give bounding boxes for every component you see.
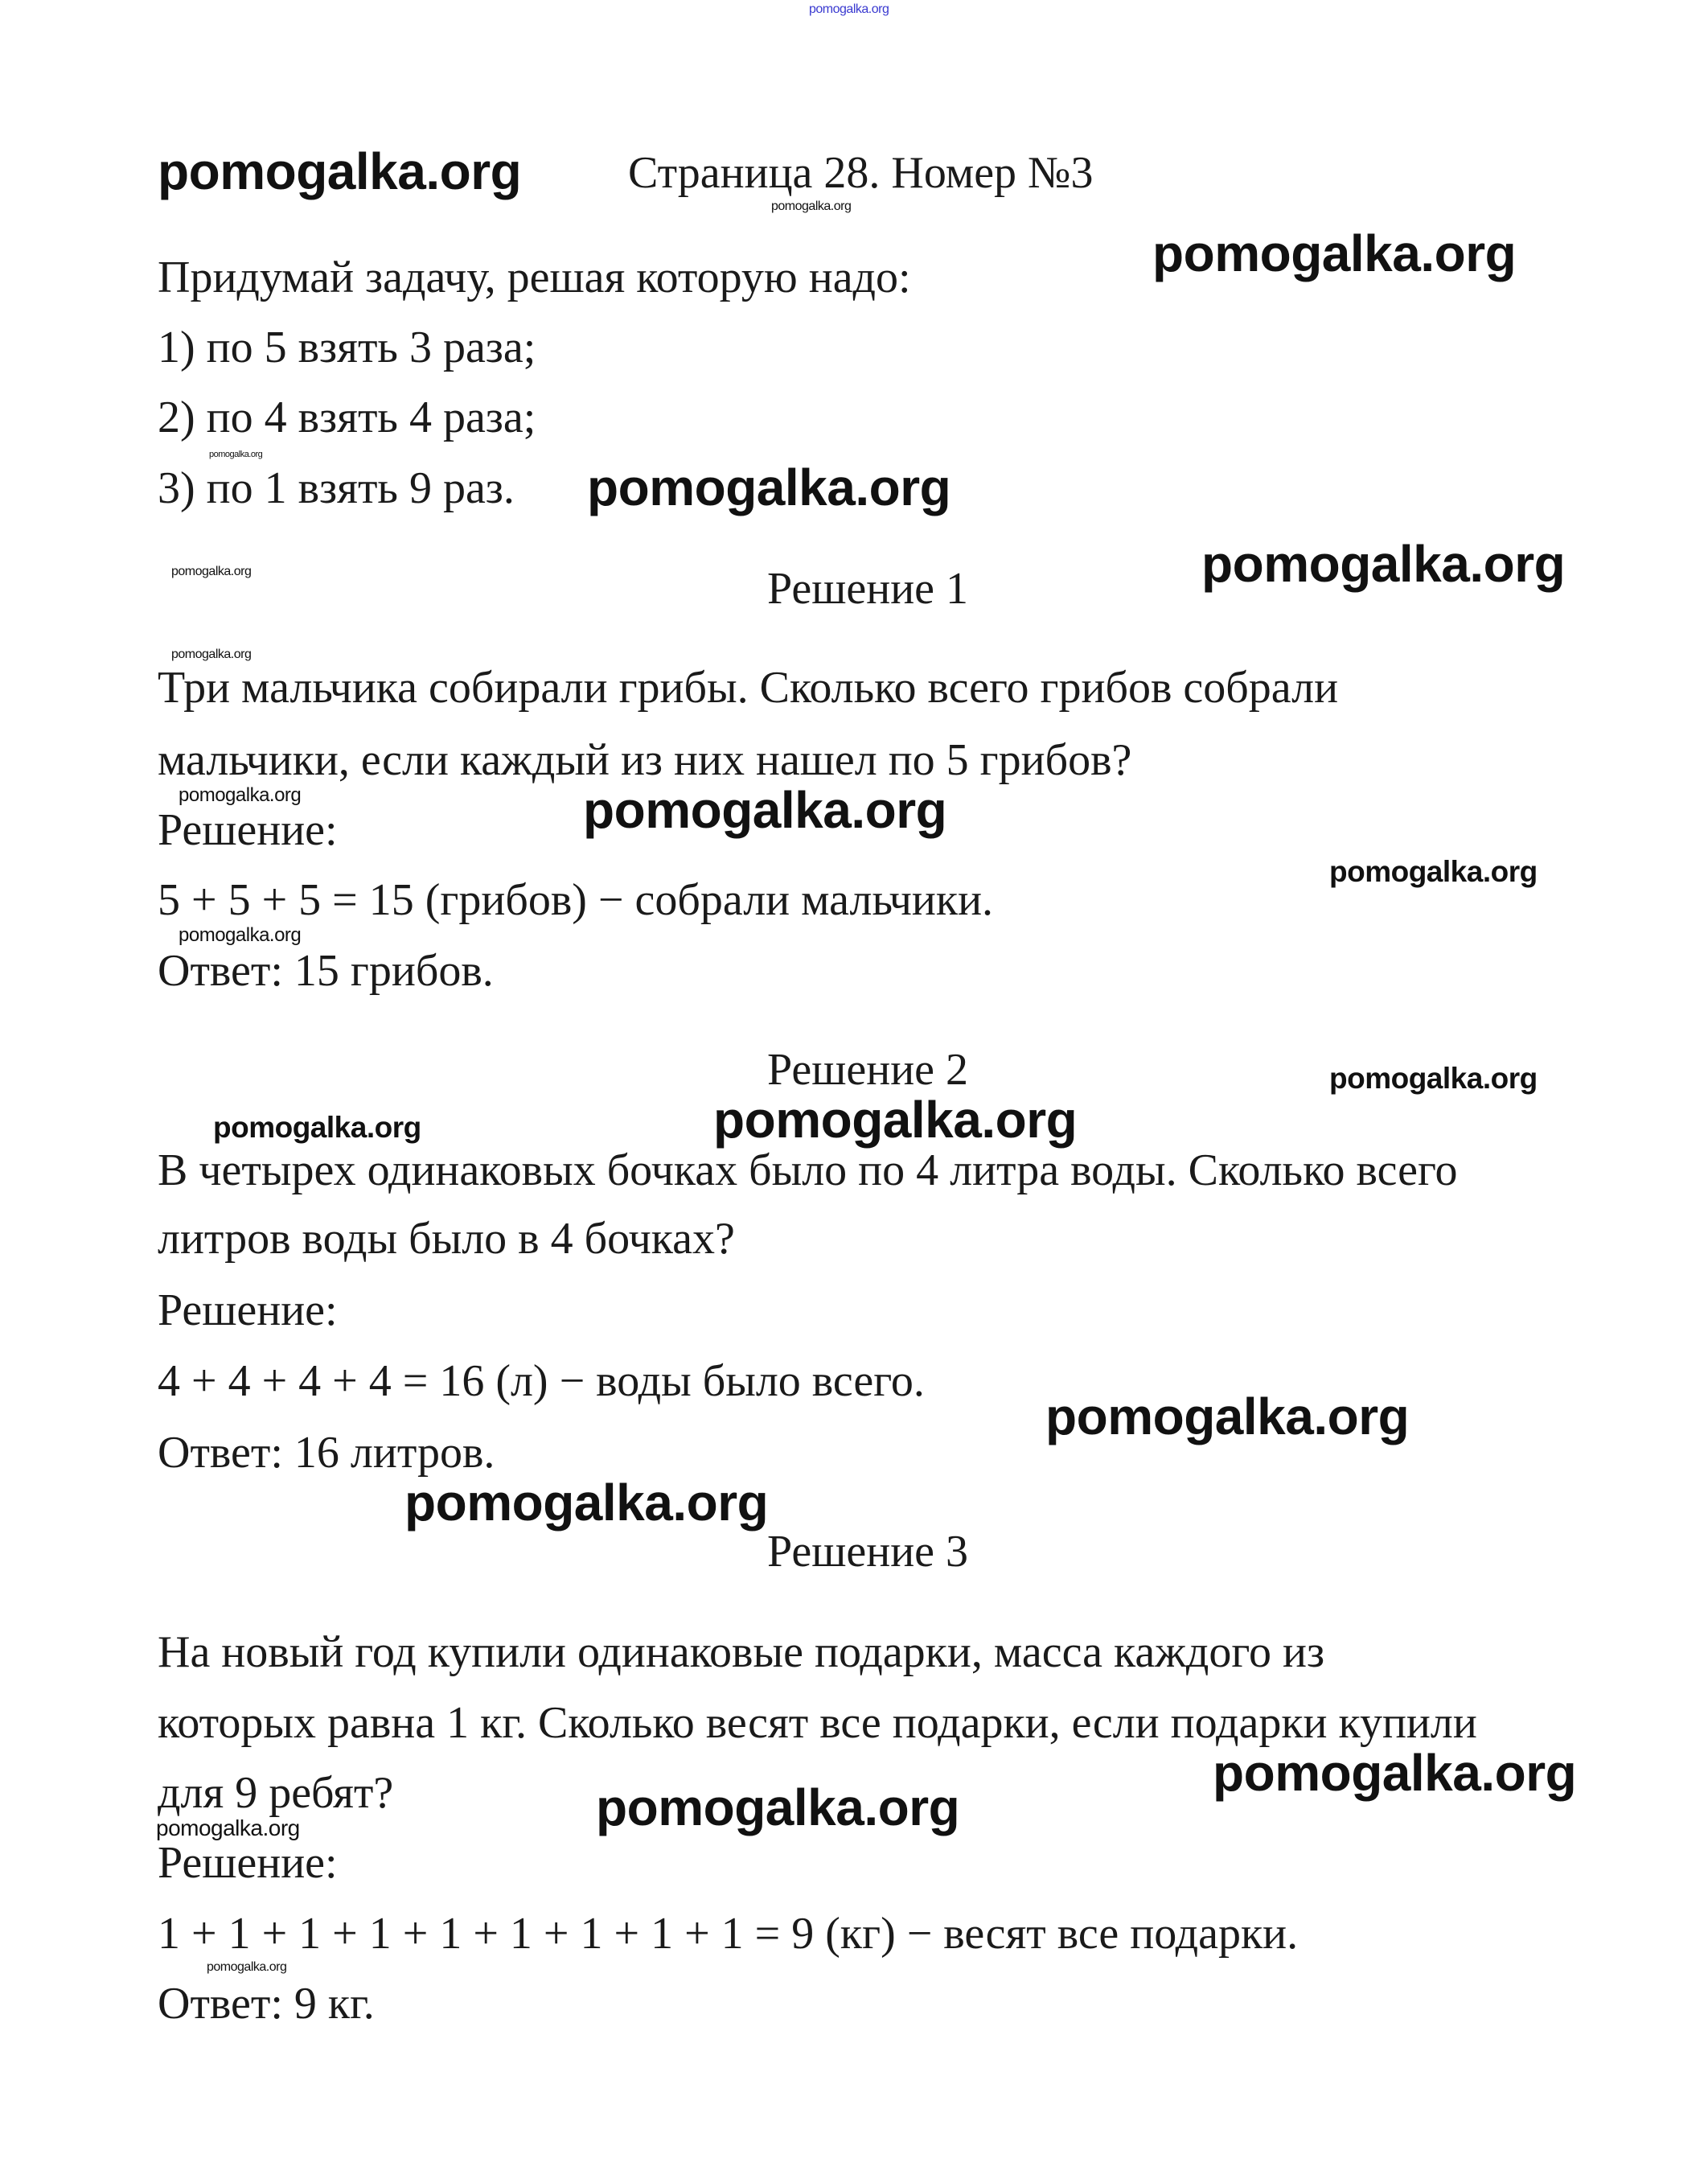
equation: 1 + 1 + 1 + 1 + 1 + 1 + 1 + 1 + 1 = 9 (кг) − весят все подарки. [158,1909,1299,1959]
solution-heading: Решение 3 [767,1527,969,1577]
watermark: pomogalka.org [1329,855,1538,888]
watermark: pomogalka.org [209,450,263,459]
problem-line: На новый год купили одинаковые подарки, масса каждого из [158,1627,1325,1677]
problem-line: мальчики, если каждый из них нашел по 5 грибов? [158,735,1132,785]
problem-line: литров воды было в 4 бочках? [158,1214,735,1264]
watermark: pomogalka.org [1152,224,1517,282]
watermark: pomogalka.org [179,784,302,806]
problem-line: В четырех одинаковых бочках было по 4 литра воды. Сколько всего [158,1145,1458,1195]
equation: 5 + 5 + 5 = 15 (грибов) − собрали мальчики. [158,875,994,925]
watermark: pomogalka.org [771,199,852,213]
task-prompt: Придумай задачу, решая которую надо: [158,253,911,302]
watermark: pomogalka.org [1213,1744,1577,1802]
watermark: pomogalka.org [171,648,252,661]
task-item: 2) по 4 взять 4 раза; [158,393,536,442]
task-item: 1) по 5 взять 3 раза; [158,323,536,372]
watermark: pomogalka.org [213,1111,421,1144]
watermark: pomogalka.org [404,1474,769,1532]
solution-heading: Решение 2 [767,1045,969,1095]
problem-line: которых равна 1 кг. Сколько весят все подарки, если подарки купили [158,1698,1477,1748]
watermark: pomogalka.org [207,1960,287,1974]
answer: Ответ: 9 кг. [158,1979,375,2029]
watermark: pomogalka.org [1201,535,1566,593]
page-title: Страница 28. Номер №3 [628,148,1094,198]
equation: 4 + 4 + 4 + 4 = 16 (л) − воды было всего. [158,1356,925,1406]
watermark: pomogalka.org [713,1091,1078,1149]
watermark: pomogalka.org [596,1778,960,1836]
watermark: pomogalka.org [809,2,889,16]
watermark: pomogalka.org [587,458,951,516]
solution-label: Решение: [158,1838,338,1888]
watermark: pomogalka.org [1329,1062,1538,1095]
watermark: pomogalka.org [158,142,522,200]
solution-heading: Решение 1 [767,564,969,614]
answer: Ответ: 15 грибов. [158,946,494,996]
problem-line: Три мальчика собирали грибы. Сколько всего грибов собрали [158,663,1339,713]
watermark: pomogalka.org [179,924,302,946]
solution-label: Решение: [158,1285,338,1335]
watermark: pomogalka.org [1045,1388,1410,1445]
problem-line: для 9 ребят? [158,1768,394,1818]
watermark: pomogalka.org [583,781,947,839]
task-item: 3) по 1 взять 9 раз. [158,463,515,513]
watermark: pomogalka.org [156,1815,300,1840]
solution-label: Решение: [158,805,338,855]
watermark: pomogalka.org [171,565,252,578]
answer: Ответ: 16 литров. [158,1428,495,1478]
